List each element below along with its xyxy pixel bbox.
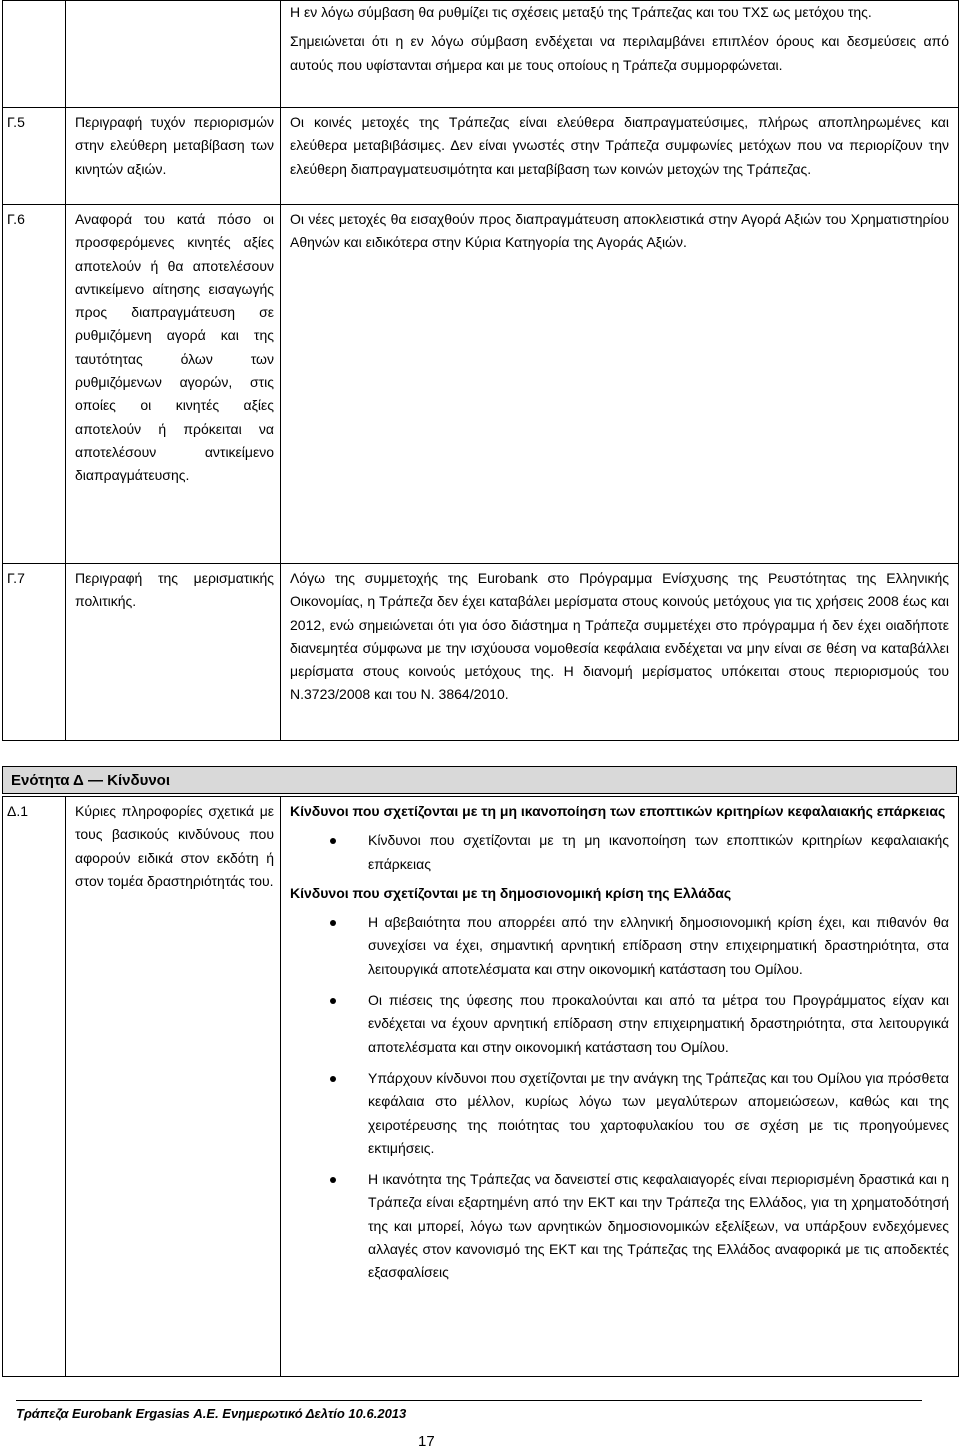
row-code: Γ.7 — [3, 564, 66, 741]
list-item: Η αβεβαιότητα που απορρέει από την ελληνική δημοσιονομική κρίση έχει, και πιθανόν θα συνεχίσει να έχει, σημαντική αρνητική επίδραση στην επιχειρηματική δραστηριότητα, στα λειτουργικά αποτελέσματα και στην οικονομική κατάσταση του Ομίλου. — [290, 911, 949, 981]
section-heading: Ενότητα Δ — Κίνδυνοι — [2, 766, 957, 794]
risk-heading-capital: Κίνδυνοι που σχετίζονται με τη μη ικανοποίηση των εποπτικών κριτηρίων κεφαλαιακής επάρκειας — [290, 803, 946, 819]
row-body-risks — [281, 797, 959, 1377]
list-item: Υπάρχουν κίνδυνοι που σχετίζονται με την ανάγκη της Τράπεζας και του Ομίλου για πρόσθετα κεφάλαια στο μέλλον, κυρίως λόγω των μεγαλύτερων απομειώσεων, καθώς και της χειροτέρευσης της ποιότητας του χαρτοφυλακίου του σε σχέση με τις προηγούμενες εκτιμήσεις. — [290, 1067, 949, 1160]
row-body: Οι κοινές μετοχές της Τράπεζας είναι ελεύθερα διαπραγματεύσιμες, πλήρως αποπληρωμένες και ελεύθερα μεταβιβάσιμες. Δεν είναι γνωστές στην Τράπεζα συμφωνίες μετόχων που να περιορίζουν την ελεύθερη διαπραγματευσιμότητα και μεταβίβαση των κοινών μετοχών της Τράπεζας. — [281, 108, 959, 205]
bullet-icon — [330, 838, 336, 844]
row-code: Γ.5 — [3, 108, 66, 205]
risk-list-capital — [290, 829, 949, 876]
page-number: 17 — [418, 1433, 435, 1450]
table-row — [3, 797, 959, 1377]
row-description: Αναφορά του κατά πόσο οι προσφερόμενες κινητές αξίες αποτελούν ή θα αποτελέσουν αντικείμενο αίτησης εισαγωγής προς διαπραγμάτευση σε ρυθμιζόμενη αγορά και της ταυτότητας όλων των ρυθμιζόμενων αγορών, στις οποίες οι κινητές αξίες αποτελούν ή πρόκειται να αποτελέσουν αντικείμενο διαπραγμάτευσης. — [66, 205, 281, 564]
list-item: Η ικανότητα της Τράπεζας να δανειστεί στις κεφαλαιαγορές είναι περιορισμένη δραστικά και η Τράπεζα είναι εξαρτημένη από την ΕΚΤ και την Τράπεζα της Ελλάδος, για τη χρηματοδότησή της και μπορεί, λόγω των αρνητικών δημοσιονομικών εξελίξεων, να υπάρξουν ενδεχόμενες αλλαγές στον κανονισμό της ΕΚΤ και της Τράπεζας της Ελλάδος αναφορικά με τις αποδεκτές εξασφαλίσεις — [290, 1168, 949, 1284]
row-code: Δ.1 — [3, 797, 66, 1377]
risk-list-fiscal — [290, 911, 949, 1284]
footer-text: Τράπεζα Eurobank Ergasias Α.Ε. Ενημερωτικό Δελτίο 10.6.2013 — [16, 1406, 407, 1421]
bullet-icon — [330, 1177, 336, 1183]
row-description: Κύριες πληροφορίες σχετικά με τους βασικούς κινδύνους που αφορούν ειδικά στον εκδότη ή στον τομέα δραστηριότητάς του. — [66, 797, 281, 1377]
table-section-d — [2, 796, 959, 1377]
table-row — [3, 564, 959, 741]
row-description: Περιγραφή της μερισματικής πολιτικής. — [66, 564, 281, 741]
footer-divider — [16, 1400, 922, 1401]
row-code: Γ.6 — [3, 205, 66, 564]
row-body: Οι νέες μετοχές θα εισαχθούν προς διαπραγμάτευση αποκλειστικά στην Αγορά Αξιών του Χρηματιστηρίου Αθηνών και ειδικότερα στην Κύρια Κατηγορία της Αγοράς Αξιών. — [281, 205, 959, 564]
table-row — [3, 108, 959, 205]
bullet-icon — [330, 998, 336, 1004]
row-description: Περιγραφή τυχόν περιορισμών στην ελεύθερη μεταβίβαση των κινητών αξιών. — [66, 108, 281, 205]
table-section-c — [2, 0, 959, 741]
bullet-icon — [330, 1076, 336, 1082]
row-body: Λόγω της συμμετοχής της Eurobank στο Πρόγραμμα Ενίσχυσης της Ρευστότητας της Ελληνικής Οικονομίας, η Τράπεζα δεν έχει καταβάλει μερίσματα στους κοινούς μετόχους για τις χρήσεις 2008 έως και 2012, ενώ σημειώνεται ότι για όσο διάστημα η Τράπεζα συμμετέχει στο πρόγραμμα ή δεν έχει οιαδήποτε διανεμητέα σύμφωνα με την ισχύουσα νομοθεσία κεφάλαια ενδέχεται να μην είναι σε θέση να καταβάλλει μερίσματα στους κοινούς μετόχους της. Η διανομή μερίσματος υπόκειται στους περιορισμούς του Ν.3723/2008 και του Ν. 3864/2010. — [281, 564, 959, 741]
table-row — [3, 205, 959, 564]
list-item: Οι πιέσεις της ύφεσης που προκαλούνται και από τα μέτρα του Προγράμματος είχαν και ενδέχεται να έχουν αρνητική επίδραση στην επιχειρηματική δραστηριότητα, στα λειτουργικά αποτελέσματα και στην οικονομική κατάσταση του Ομίλου. — [290, 989, 949, 1059]
list-item: Κίνδυνοι που σχετίζονται με τη μη ικανοποίηση των εποπτικών κριτηρίων κεφαλαιακής επάρκειας — [290, 829, 949, 876]
text-agreement-tchs: Η εν λόγω σύμβαση θα ρυθμίζει τις σχέσεις μεταξύ της Τράπεζας και του ΤΧΣ ως μετόχου της. — [290, 4, 872, 20]
risk-heading-fiscal: Κίνδυνοι που σχετίζονται με τη δημοσιονομική κρίση της Ελλάδας — [290, 884, 732, 901]
bullet-icon — [330, 920, 336, 926]
text-agreement-note: Σημειώνεται ότι η εν λόγω σύμβαση ενδέχεται να περιλαμβάνει επιπλέον όρους και δεσμεύσεις από αυτούς που υφίστανται σήμερα και με τους οποίους η Τράπεζα συμμορφώνεται. — [290, 33, 949, 73]
cell-body — [281, 1, 959, 108]
table-row — [3, 1, 959, 108]
